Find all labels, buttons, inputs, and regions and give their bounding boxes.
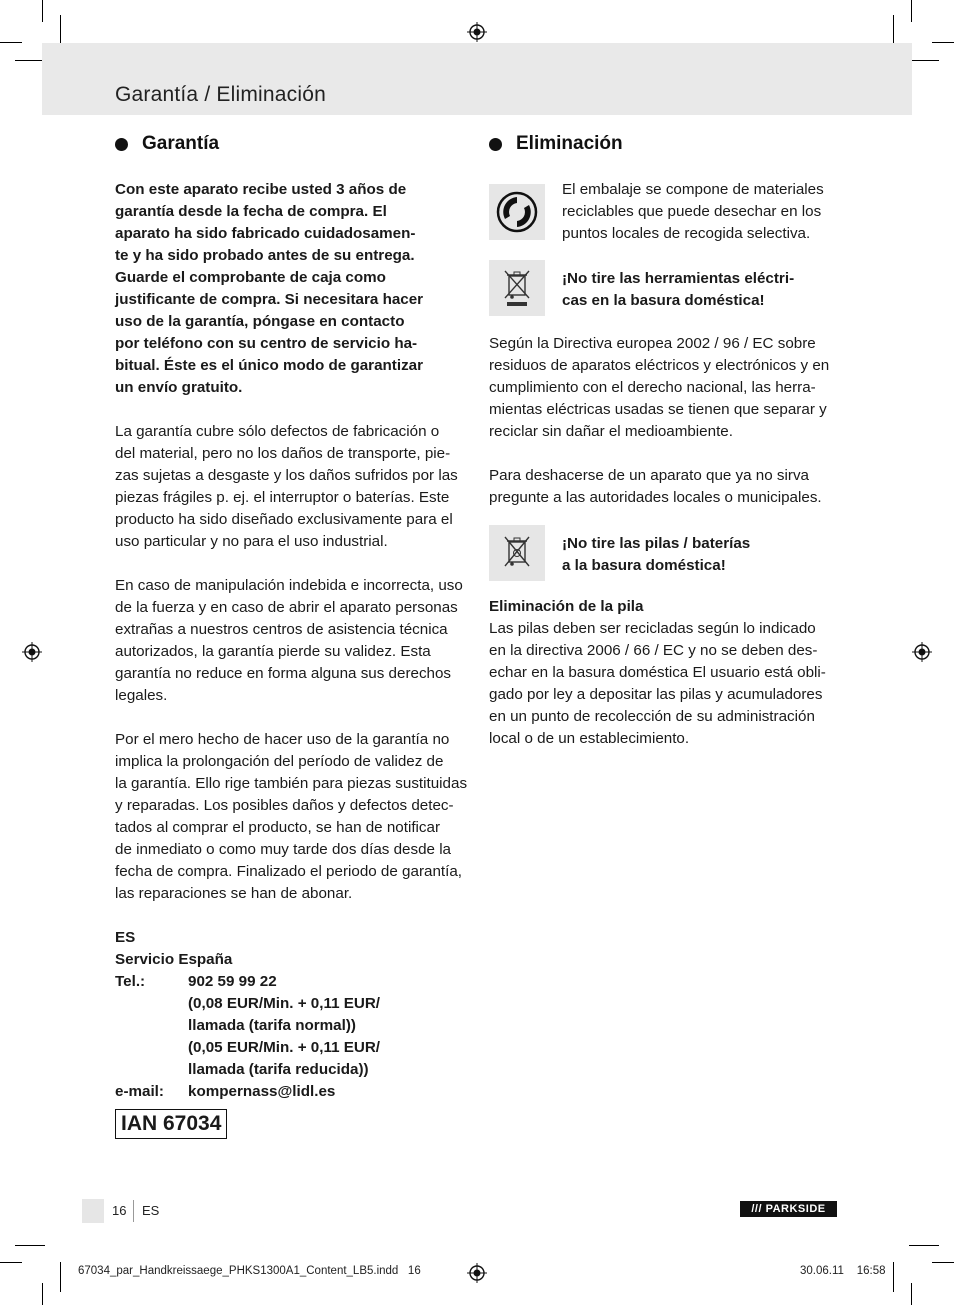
slug-time: 16:58 — [856, 1265, 886, 1277]
recycle-text — [562, 179, 852, 245]
section-title-eliminacion — [489, 133, 623, 155]
registration-mark-icon — [912, 642, 932, 662]
paragraph-line: piezas frágiles p. ej. el interruptor o baterías. Este — [115, 489, 450, 506]
paragraph-line: en la directiva 2006 / 66 / EC y no se deben des- — [489, 642, 818, 659]
green-dot-recycling-icon — [489, 184, 545, 240]
slug-datetime — [800, 1265, 885, 1277]
email-label: e-mail: — [115, 1083, 164, 1100]
intro-line: por teléfono con su centro de servicio ha- — [115, 335, 418, 352]
crop-mark — [15, 60, 45, 61]
crop-mark — [60, 1262, 61, 1292]
paragraph-line: producto ha sido diseñado exclusivamente para el — [115, 511, 453, 528]
weee-warning — [562, 268, 852, 312]
crop-mark — [0, 1262, 22, 1263]
section-title-text: Garantía — [142, 133, 220, 154]
crop-mark — [42, 1283, 43, 1305]
tel-rate: (0,08 EUR/Min. + 0,11 EUR/ — [188, 995, 381, 1012]
contact-country: ES — [115, 929, 136, 946]
intro-line: Con este aparato recibe usted 3 años de — [115, 181, 407, 198]
paragraph-line: Las pilas deben ser recicladas según lo indicado — [489, 620, 816, 637]
paragraph-line: puntos locales de recogida selectiva. — [562, 225, 811, 242]
paragraph-line: en un punto de recolección de su administración — [489, 708, 815, 725]
registration-mark-icon — [467, 1263, 487, 1283]
tel-rate: llamada (tarifa reducida)) — [188, 1061, 369, 1078]
paragraph-line: En caso de manipulación indebida e incorrecta, uso — [115, 577, 463, 594]
bullet-icon — [115, 138, 128, 151]
tel-value: 902 59 99 22 — [188, 973, 277, 990]
paragraph-line: gado por ley a depositar las pilas y acumuladores — [489, 686, 823, 703]
crop-mark — [15, 1245, 45, 1246]
slug-file: 67034_par_Handkreissaege_PHKS1300A1_Content_LB5.indd — [78, 1265, 399, 1277]
ian-number: IAN 67034 — [115, 1109, 227, 1139]
paragraph-line: pregunte a las autoridades locales o municipales. — [489, 489, 822, 506]
crop-mark — [60, 15, 61, 45]
crop-mark — [0, 42, 22, 43]
paragraph-line: fecha de compra. Finalizado el periodo de garantía, — [115, 863, 462, 880]
intro-line: justificante de compra. Si necesitara hacer — [115, 291, 424, 308]
intro-line: Guarde el comprobante de caja como — [115, 269, 386, 286]
paragraph-line: reciclables que puede desechar en los — [562, 203, 822, 220]
slug-date: 30.06.11 — [800, 1265, 844, 1277]
crop-mark — [893, 1262, 894, 1292]
bullet-icon — [489, 138, 502, 151]
warning-line: ¡No tire las herramientas eléctri- — [562, 270, 795, 287]
tel-rate: (0,05 EUR/Min. + 0,11 EUR/ — [188, 1039, 381, 1056]
crop-mark — [42, 0, 43, 22]
page-title: Garantía / Eliminación — [115, 83, 326, 106]
parkside-logo: /// PARKSIDE — [740, 1201, 837, 1217]
paragraph-line: reciclar sin dañar el medioambiente. — [489, 423, 733, 440]
crop-mark — [911, 1283, 912, 1305]
section-title-garantia — [115, 133, 219, 155]
paragraph-line: residuos de aparatos eléctricos y electrónicos y en — [489, 357, 830, 374]
footer-marker — [82, 1199, 104, 1223]
crop-mark — [909, 60, 939, 61]
paragraph-line: del material, pero no los daños de transporte, pie- — [115, 445, 451, 462]
crossed-out-battery-bin-icon — [489, 525, 545, 581]
crop-mark — [932, 1262, 954, 1263]
paragraph-line: mientas eléctricas usadas se tienen que separar y — [489, 401, 827, 418]
paragraph-line: extrañas a nuestros centros de asistencia técnica — [115, 621, 448, 638]
paragraph-line: zas sujetas a desgaste y los daños sufridos por las — [115, 467, 458, 484]
garantia-body — [115, 179, 475, 1103]
eliminacion-body — [489, 333, 849, 509]
crossed-out-wheelie-bin-icon — [489, 260, 545, 316]
paragraph-line: uso particular y no para el uso industrial. — [115, 533, 388, 550]
paragraph-line: las reparaciones se han de abonar. — [115, 885, 353, 902]
intro-line: un envío gratuito. — [115, 379, 243, 396]
page-language: ES — [142, 1203, 160, 1218]
paragraph-line: y reparadas. Los posibles daños y defectos detec- — [115, 797, 454, 814]
paragraph-line: de inmediato o como muy tarde dos días desde la — [115, 841, 452, 858]
tel-label: Tel.: — [115, 973, 146, 990]
registration-mark-icon — [22, 642, 42, 662]
crop-mark — [911, 0, 912, 22]
page-number: 16 — [112, 1203, 127, 1218]
paragraph-line: Por el mero hecho de hacer uso de la garantía no — [115, 731, 450, 748]
crop-mark — [932, 42, 954, 43]
warning-line: ¡No tire las pilas / baterías — [562, 535, 751, 552]
paragraph-line: implica la prolongación del período de validez de — [115, 753, 444, 770]
paragraph-line: tados al comprar el producto, se han de notificar — [115, 819, 441, 836]
paragraph-line: de la fuerza y en caso de abrir el aparato personas — [115, 599, 458, 616]
section-title-text: Eliminación — [516, 133, 623, 154]
paragraph-line: cumplimiento con el derecho nacional, las herra- — [489, 379, 816, 396]
footer-divider — [133, 1200, 134, 1222]
battery-warning — [562, 533, 852, 577]
intro-line: aparato ha sido fabricado cuidadosamen- — [115, 225, 416, 242]
warning-line: a la basura doméstica! — [562, 557, 726, 574]
registration-mark-icon — [467, 22, 487, 42]
paragraph-line: la garantía. Ello rige también para piezas sustituidas — [115, 775, 468, 792]
paragraph-line: El embalaje se compone de materiales — [562, 181, 824, 198]
intro-line: te y ha sido probado antes de su entrega. — [115, 247, 415, 264]
slug-page: 16 — [407, 1265, 421, 1277]
paragraph-line: echar en la basura doméstica El usuario está obli- — [489, 664, 826, 681]
battery-heading: Eliminación de la pila — [489, 598, 644, 615]
paragraph-line: local o de un establecimiento. — [489, 730, 690, 747]
intro-line: bitual. Éste es el único modo de garantizar — [115, 357, 424, 374]
service-contact — [115, 927, 475, 1103]
slug-filename — [78, 1265, 421, 1277]
warning-line: cas en la basura doméstica! — [562, 292, 765, 309]
paragraph-line: Para deshacerse de un aparato que ya no sirva — [489, 467, 809, 484]
crop-mark — [893, 15, 894, 45]
battery-disposal — [489, 596, 849, 750]
paragraph-line: autorizados, la garantía pierde su validez. Esta — [115, 643, 431, 660]
intro-line: uso de la garantía, póngase en contacto — [115, 313, 405, 330]
tel-rate: llamada (tarifa normal)) — [188, 1017, 356, 1034]
paragraph-line: Según la Directiva europea 2002 / 96 / EC sobre — [489, 335, 816, 352]
paragraph-line: La garantía cubre sólo defectos de fabricación o — [115, 423, 440, 440]
intro-line: garantía desde la fecha de compra. El — [115, 203, 387, 220]
paragraph-line: garantía no reduce en forma alguna sus derechos — [115, 665, 452, 682]
paragraph-line: legales. — [115, 687, 168, 704]
contact-service: Servicio España — [115, 951, 233, 968]
email-link[interactable]: kompernass@lidl.es — [188, 1083, 336, 1100]
crop-mark — [909, 1245, 939, 1246]
